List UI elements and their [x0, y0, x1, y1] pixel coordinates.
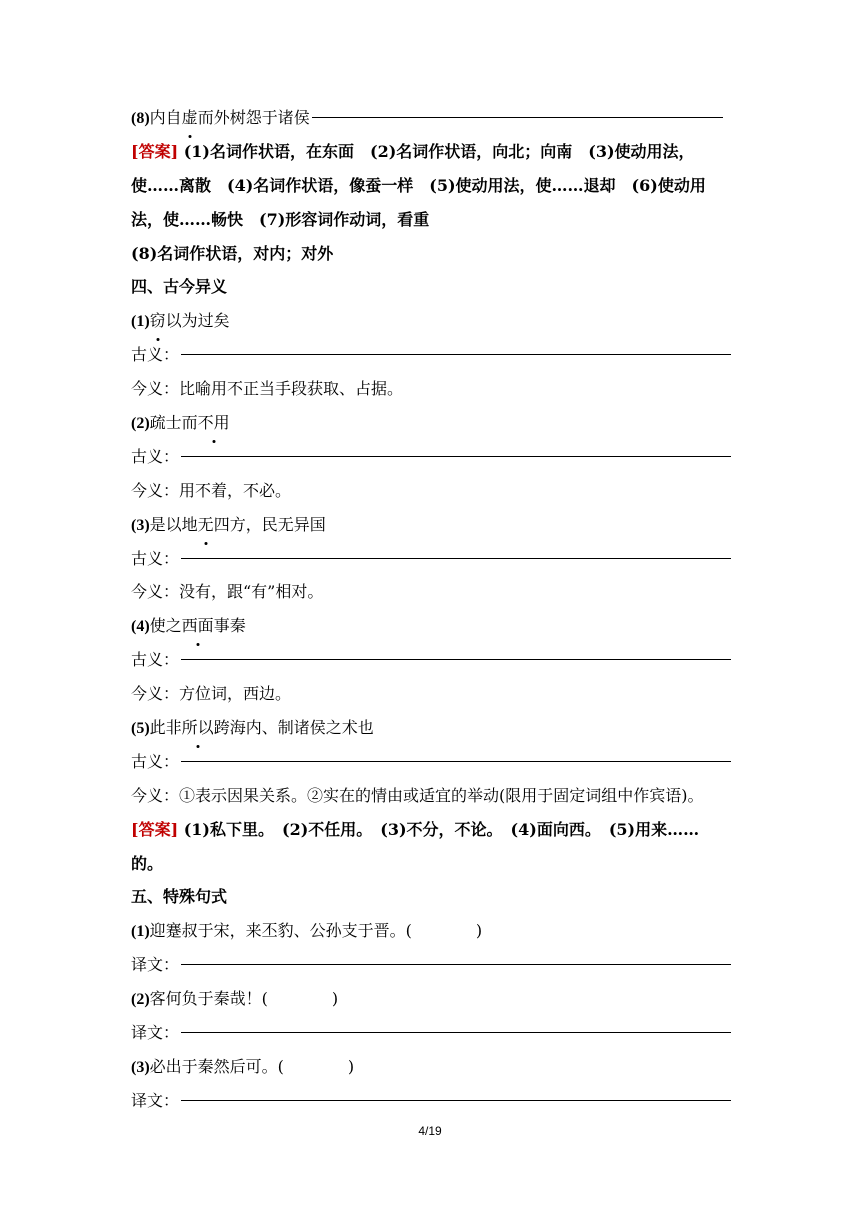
question-dotted-word: 不用 [198, 406, 230, 440]
question-dotted-word: 无 [198, 508, 214, 542]
section4-question [131, 406, 731, 440]
question-close-paren: ) [347, 1056, 355, 1076]
modern-meaning-text: 今义：比喻用不正当手段获取、占据。 [131, 379, 404, 399]
question-number: (3) [131, 516, 150, 534]
question-text: 迎蹇叔于宋，来丕豹、公孙支于晋。( [149, 921, 412, 941]
ancient-meaning-line [131, 745, 731, 779]
modern-meaning-line [131, 677, 731, 711]
section4-question [131, 304, 731, 338]
answer3-text-3: 法，使……畅快 (7)形容词作动词，看重 [131, 209, 430, 229]
section5-question [131, 982, 731, 1016]
question-number: (4) [131, 618, 150, 636]
section5-question [131, 914, 731, 948]
ancient-meaning-blank [181, 761, 731, 762]
document-page [131, 101, 731, 1118]
page-number: 4/19 [418, 1124, 442, 1138]
modern-meaning-line [131, 575, 731, 609]
q8-answer-blank [312, 117, 723, 118]
modern-meaning-text: 今义：用不着，不必。 [131, 480, 292, 500]
ancient-meaning-line [131, 338, 731, 372]
q8-text-pre: 内自 [149, 108, 182, 127]
q8-line [131, 101, 723, 135]
answer3-line-3 [131, 203, 731, 237]
ancient-meaning-blank [181, 659, 731, 660]
modern-meaning-text: 今义：没有，跟“有”相对。 [131, 582, 324, 602]
answer3-text-2: 使……离散 (4)名词作状语，像蚕一样 (5)使动用法，使……退却 (6)使动用 [131, 175, 706, 195]
translation-line [131, 948, 731, 982]
question-text-pre: 此非 [149, 718, 182, 738]
ancient-meaning-line [131, 440, 731, 474]
q8-dotted-word: 虚 [182, 101, 198, 135]
q8-number: (8) [131, 110, 150, 127]
modern-meaning-text: 今义：①表示因果关系。②实在的情由或适宜的举动(限用于固定词组中作宾语)。 [131, 785, 704, 805]
question-number: (1) [131, 923, 150, 941]
question-text-post: 跨海内、制诸侯之术也 [213, 718, 374, 738]
ancient-meaning-label: 古义： [131, 650, 180, 670]
translation-blank [181, 1032, 731, 1033]
answer3-line-1 [131, 135, 731, 169]
section4-question [131, 508, 731, 542]
answer4-text-2: 的。 [131, 853, 164, 873]
question-text-pre: 是以地 [149, 514, 198, 534]
modern-meaning-text: 今义：方位词，西边。 [131, 684, 292, 704]
q8-text-post: 而外树怨于诸侯 [197, 108, 310, 127]
ancient-meaning-line [131, 542, 731, 576]
section5-question [131, 1050, 731, 1084]
answer4-tag: [答案] [131, 819, 179, 839]
modern-meaning-line [131, 779, 731, 813]
question-dotted-word: 窃 [150, 304, 166, 338]
section4-question [131, 711, 731, 745]
ancient-meaning-label: 古义： [131, 751, 180, 771]
ancient-meaning-label: 古义： [131, 345, 180, 365]
question-number: (3) [131, 1058, 150, 1076]
answer3-text-4: (8)名词作状语，对内；对外 [131, 243, 334, 263]
question-number: (2) [131, 991, 150, 1009]
answer3-line-4 [131, 237, 731, 271]
answer4-line-1 [131, 813, 731, 847]
question-number: (1) [131, 313, 150, 331]
translation-label: 译文： [131, 1090, 180, 1110]
answer3-text-1: (1)名词作状语，在东面 (2)名词作状语，向北；向南 (3)使动用法， [178, 141, 695, 161]
ancient-meaning-label: 古义： [131, 446, 180, 466]
translation-label: 译文： [131, 955, 180, 975]
translation-blank [181, 964, 731, 965]
question-dotted-word: 西面 [182, 609, 214, 643]
answer3-tag: [答案] [131, 141, 179, 161]
question-close-paren: ) [475, 921, 483, 941]
question-text-pre: 使之 [149, 616, 182, 636]
modern-meaning-line [131, 474, 731, 508]
translation-line [131, 1084, 731, 1118]
section5-title: 五、特殊句式 [131, 887, 228, 907]
translation-blank [181, 1100, 731, 1101]
question-text: 必出于秦然后可。( [149, 1056, 284, 1076]
question-text: 客何负于秦哉！( [149, 989, 268, 1009]
ancient-meaning-blank [181, 354, 731, 355]
question-text-post: 四方，民无异国 [213, 514, 326, 534]
question-number: (5) [131, 720, 150, 738]
answer3-line-2 [131, 169, 731, 203]
answer4-text-1: (1)私下里。 (2)不任用。 (3)不分，不论。 (4)面向西。 (5)用来…… [178, 819, 700, 839]
question-text-pre: 疏士而 [149, 413, 198, 433]
question-dotted-word: 所以 [182, 711, 214, 745]
translation-line [131, 1016, 731, 1050]
section4-question [131, 609, 731, 643]
ancient-meaning-blank [181, 456, 731, 457]
modern-meaning-line [131, 372, 731, 406]
ancient-meaning-label: 古义： [131, 548, 180, 568]
question-text-post: 以为过矣 [165, 311, 230, 331]
answer4-line-2 [131, 847, 731, 881]
question-text-post: 事秦 [213, 616, 246, 636]
question-close-paren: ) [331, 989, 339, 1009]
translation-label: 译文： [131, 1023, 180, 1043]
section4-title: 四、古今异义 [131, 277, 228, 297]
ancient-meaning-blank [181, 558, 731, 559]
ancient-meaning-line [131, 643, 731, 677]
question-number: (2) [131, 415, 150, 433]
